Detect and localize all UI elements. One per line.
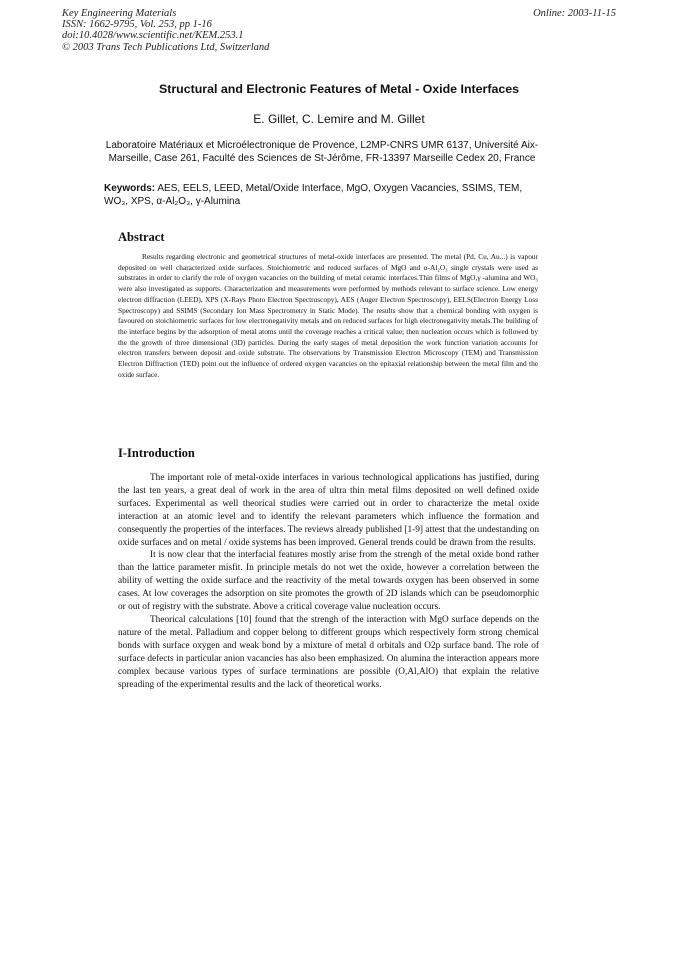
introduction-body <box>118 472 539 691</box>
journal-copyright: © 2003 Trans Tech Publications Ltd, Switzerland <box>62 41 270 53</box>
intro-paragraph: The important role of metal-oxide interfaces in various technological applications has justified, during the last ten years, a great deal of work in the area of ultra thin metal films deposited on well defined oxide surfaces. Experimental as well theorical studies were carried out in order to characterize the metal oxide interaction at an atomic level and to identify the relevant parameters which influence the formation and consequently the properties of the interfaces. The reviews already published [1-9] attest that the undestanding on oxide surfaces and on metal / oxide systems has been improved. General trends could be drawn from the results. <box>118 473 539 548</box>
paper-title: Structural and Electronic Features of Metal - Oxide Interfaces <box>158 82 520 96</box>
introduction-heading: I-Introduction <box>118 446 195 460</box>
intro-paragraph: It is now clear that the interfacial features mostly arise from the strengh of the metal oxide bond rather than the lattice parameter misfit. In principle metals do not wet the oxide, however a correlation between the ability of wetting the oxide surface and the reactivity of the metal towards oxygen has been observed in some cases. At low coverages the adsorption on site promotes the growth of 2D islands which can be pseudomorphic or out of registry with the substrate. Above a critical coverage value nucleation occurs. <box>118 550 539 613</box>
abstract-body <box>118 252 538 380</box>
keywords-text: AES, EELS, LEED, Metal/Oxide Interface, MgO, Oxygen Vacancies, SSIMS, TEM, WO₃, XPS, α-Al₂O₃, γ-Alumina <box>104 183 523 207</box>
journal-doi[interactable]: doi:10.4028/www.scientific.net/KEM.253.1 <box>62 30 244 42</box>
author-affiliation: Laboratoire Matériaux et Microélectronique de Provence, L2MP-CNRS UMR 6137, Université Aix-Marseille, Case 261, Faculté des Sciences de St-Jérôme, FR-13397 Marseille Cedex 20, France <box>105 140 539 164</box>
keywords-label: Keywords: <box>104 183 156 194</box>
abstract-heading: Abstract <box>118 230 165 244</box>
journal-header <box>62 8 269 53</box>
paper-authors: E. Gillet, C. Lemire and M. Gillet <box>253 112 425 126</box>
keywords <box>104 183 544 208</box>
intro-paragraph: Theorical calculations [10] found that the strengh of the interaction with MgO surface depends on the nature of the metal. Palladium and copper belong to different groups which respectively form strong chemical bonds with surface oxygen and weak bond by a mixture of metal d orbitals and O2p surface band. The role of surface defects in particular anion vacancies has also been emphasized. On alumina the interaction appears more complex because various types of surface terminations are possible (O,Al,AlO) that explain the relative spreading of the experimental results and the lack of theoretical works. <box>118 614 539 690</box>
online-date: Online: 2003-11-15 <box>533 8 616 19</box>
journal-name: Key Engineering Materials <box>62 8 177 19</box>
abstract-text: Results regarding electronic and geometrical structures of metal-oxide interfaces are presented. The metal (Pd, Cu, Au...) is vapour deposited on well characterized oxide surfaces. Stoichiometric and reduced surfaces of MgO and α-Al₂O₃ single crystals were used as substrates in order to clarify the role of oxygen vacancies on the building of metal ceramic interfaces.Thin films of MgO,γ -alumina and WO₃ were also investigated as supports. Characterization and measurements were performed by methods relevant to surface science. Low energy electron diffraction (LEED), XPS (X-Rays Photo Electron Spectroscopy), AES (Auger Electron Spectroscopy), EELS(Electron Energy Loss Spectroscopy) and SSIMS (Secondary Ion Mass Spectrometry in Static Mode). The results show that a chemical bonding with oxygen is favoured on stoichiometric surfaces for low electronegativity metals and on reduced surfaces for high electronegativity metals.The building of the interface begins by the adsorption of metal atoms until the coverage reaches a critical value; then nucleation occurs which is followed by the the growth of three dimensional (3D) particles. During the early stages of metal deposition the work function variation accounts for electron transfers between deposit and oxide substrate. The observations by Transmission Electron Microscopy (TEM) and Transmission Electron Diffraction (TED) point out the influence of ordered oxygen vacancies on the epitaxial relationship between the metal film and the oxide surface. <box>118 252 538 379</box>
journal-issn: ISSN: 1662-9795, Vol. 253, pp 1-16 <box>62 19 212 31</box>
